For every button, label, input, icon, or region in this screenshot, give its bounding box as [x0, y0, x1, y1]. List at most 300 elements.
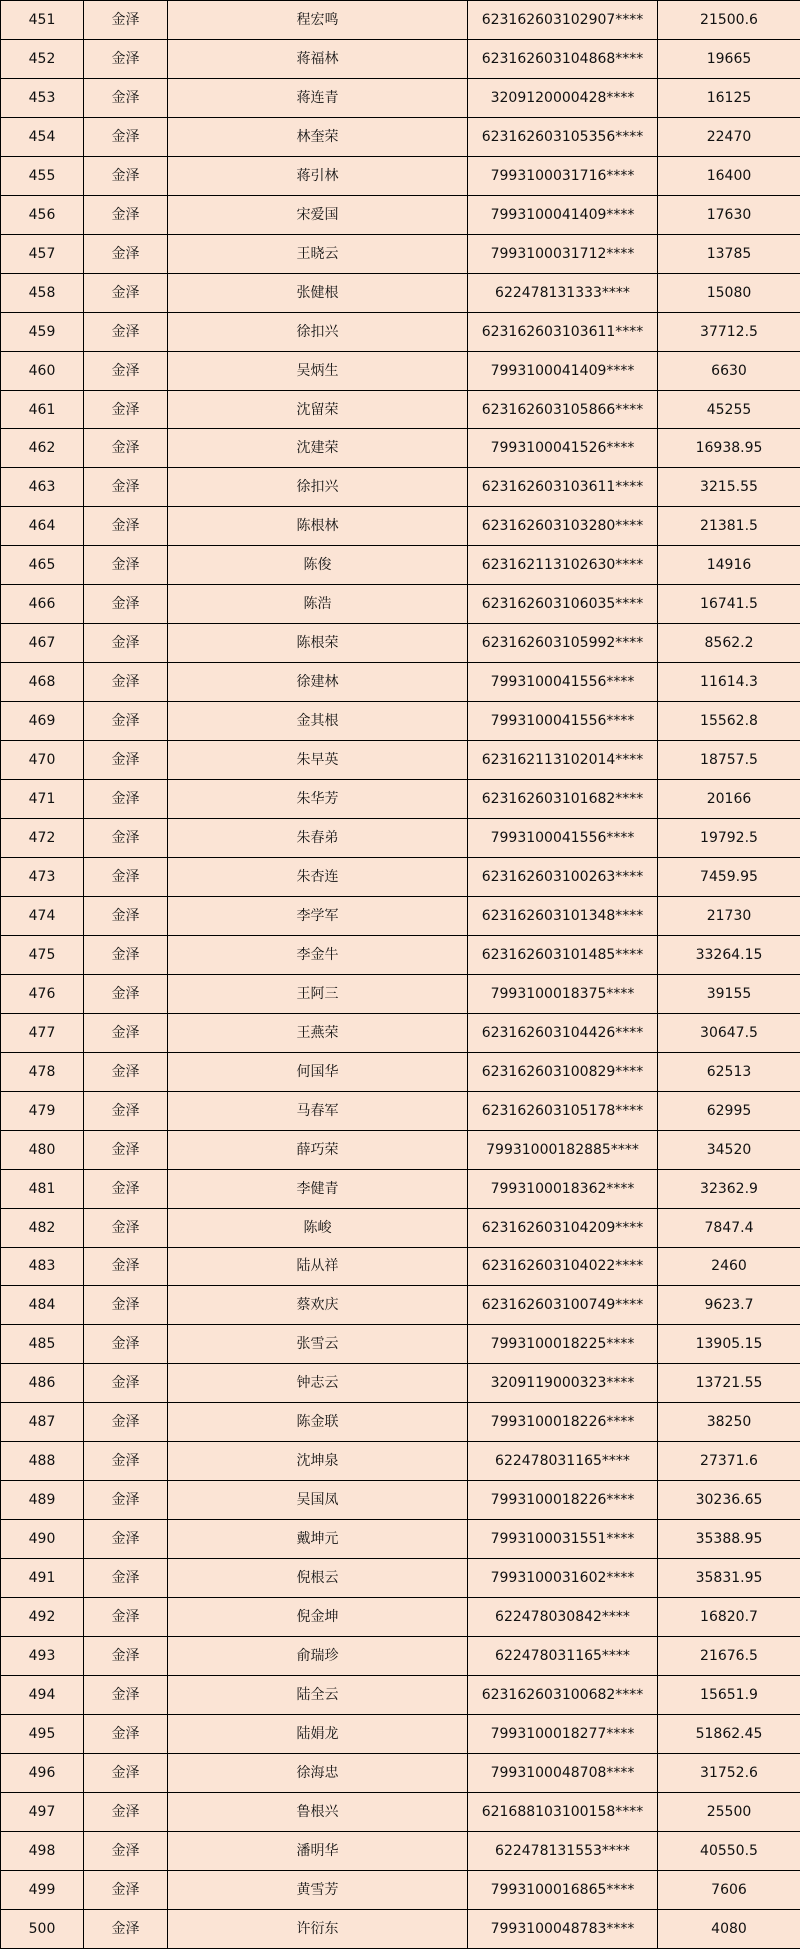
name-cell: 陈浩 — [168, 585, 468, 624]
town-cell: 金泽 — [84, 1559, 168, 1598]
row-number-cell: 500 — [1, 1909, 84, 1948]
row-number-cell: 488 — [1, 1442, 84, 1481]
name-cell: 王阿三 — [168, 974, 468, 1013]
row-number-cell: 472 — [1, 819, 84, 858]
amount-cell: 27371.6 — [658, 1442, 800, 1481]
account-number-cell: 623162603101485**** — [468, 935, 658, 974]
table-row — [1, 39, 800, 78]
amount-cell: 17630 — [658, 195, 800, 234]
account-number-cell: 622478131333**** — [468, 273, 658, 312]
amount-cell: 15080 — [658, 273, 800, 312]
table-row — [1, 390, 800, 429]
name-cell: 沈坤泉 — [168, 1442, 468, 1481]
row-number-cell: 495 — [1, 1714, 84, 1753]
amount-cell: 21676.5 — [658, 1637, 800, 1676]
name-cell: 王燕荣 — [168, 1013, 468, 1052]
amount-cell: 9623.7 — [658, 1286, 800, 1325]
town-cell: 金泽 — [84, 1130, 168, 1169]
table-row — [1, 1169, 800, 1208]
row-number-cell: 487 — [1, 1403, 84, 1442]
name-cell: 蒋福林 — [168, 39, 468, 78]
amount-cell: 8562.2 — [658, 624, 800, 663]
amount-cell: 16125 — [658, 78, 800, 117]
account-number-cell: 623162603103611**** — [468, 312, 658, 351]
name-cell: 戴坤元 — [168, 1520, 468, 1559]
table-row — [1, 351, 800, 390]
name-cell: 金其根 — [168, 702, 468, 741]
town-cell: 金泽 — [84, 1442, 168, 1481]
row-number-cell: 492 — [1, 1598, 84, 1637]
town-cell: 金泽 — [84, 585, 168, 624]
table-row — [1, 468, 800, 507]
name-cell: 沈建荣 — [168, 429, 468, 468]
name-cell: 薛巧荣 — [168, 1130, 468, 1169]
row-number-cell: 493 — [1, 1637, 84, 1676]
amount-cell: 19792.5 — [658, 819, 800, 858]
row-number-cell: 479 — [1, 1091, 84, 1130]
name-cell: 蒋连青 — [168, 78, 468, 117]
amount-cell: 18757.5 — [658, 741, 800, 780]
amount-cell: 30647.5 — [658, 1013, 800, 1052]
account-number-cell: 3209120000428**** — [468, 78, 658, 117]
amount-cell: 2460 — [658, 1247, 800, 1286]
name-cell: 潘明华 — [168, 1831, 468, 1870]
town-cell: 金泽 — [84, 702, 168, 741]
row-number-cell: 471 — [1, 780, 84, 819]
name-cell: 张健根 — [168, 273, 468, 312]
name-cell: 朱早英 — [168, 741, 468, 780]
account-number-cell: 3209119000323**** — [468, 1364, 658, 1403]
name-cell: 蔡欢庆 — [168, 1286, 468, 1325]
account-number-cell: 623162603104426**** — [468, 1013, 658, 1052]
table-row — [1, 1364, 800, 1403]
amount-cell: 51862.45 — [658, 1714, 800, 1753]
name-cell: 何国华 — [168, 1052, 468, 1091]
town-cell: 金泽 — [84, 663, 168, 702]
table-row — [1, 1559, 800, 1598]
town-cell: 金泽 — [84, 1, 168, 40]
row-number-cell: 477 — [1, 1013, 84, 1052]
row-number-cell: 489 — [1, 1481, 84, 1520]
row-number-cell: 490 — [1, 1520, 84, 1559]
row-number-cell: 480 — [1, 1130, 84, 1169]
amount-cell: 7847.4 — [658, 1208, 800, 1247]
town-cell: 金泽 — [84, 546, 168, 585]
amount-cell: 16820.7 — [658, 1598, 800, 1637]
account-number-cell: 623162603104209**** — [468, 1208, 658, 1247]
row-number-cell: 462 — [1, 429, 84, 468]
account-number-cell: 623162603102907**** — [468, 1, 658, 40]
account-number-cell: 623162603105992**** — [468, 624, 658, 663]
row-number-cell: 468 — [1, 663, 84, 702]
account-number-cell: 7993100031602**** — [468, 1559, 658, 1598]
town-cell: 金泽 — [84, 117, 168, 156]
row-number-cell: 474 — [1, 896, 84, 935]
town-cell: 金泽 — [84, 390, 168, 429]
table-row — [1, 741, 800, 780]
account-number-cell: 623162603100749**** — [468, 1286, 658, 1325]
town-cell: 金泽 — [84, 273, 168, 312]
account-number-cell: 7993100018226**** — [468, 1403, 658, 1442]
table-row — [1, 1403, 800, 1442]
town-cell: 金泽 — [84, 1520, 168, 1559]
town-cell: 金泽 — [84, 429, 168, 468]
amount-cell: 25500 — [658, 1792, 800, 1831]
table-row — [1, 1870, 800, 1909]
row-number-cell: 465 — [1, 546, 84, 585]
table-row — [1, 1675, 800, 1714]
name-cell: 林奎荣 — [168, 117, 468, 156]
account-number-cell: 7993100041556**** — [468, 702, 658, 741]
account-number-cell: 623162603103280**** — [468, 507, 658, 546]
town-cell: 金泽 — [84, 1208, 168, 1247]
town-cell: 金泽 — [84, 1598, 168, 1637]
amount-cell: 30236.65 — [658, 1481, 800, 1520]
town-cell: 金泽 — [84, 935, 168, 974]
row-number-cell: 476 — [1, 974, 84, 1013]
table-row — [1, 1052, 800, 1091]
amount-cell: 20166 — [658, 780, 800, 819]
account-number-cell: 7993100041526**** — [468, 429, 658, 468]
name-cell: 陈根荣 — [168, 624, 468, 663]
name-cell: 马春军 — [168, 1091, 468, 1130]
row-number-cell: 464 — [1, 507, 84, 546]
town-cell: 金泽 — [84, 39, 168, 78]
row-number-cell: 455 — [1, 156, 84, 195]
account-number-cell: 623162603101682**** — [468, 780, 658, 819]
row-number-cell: 467 — [1, 624, 84, 663]
town-cell: 金泽 — [84, 195, 168, 234]
row-number-cell: 453 — [1, 78, 84, 117]
row-number-cell: 454 — [1, 117, 84, 156]
town-cell: 金泽 — [84, 896, 168, 935]
account-number-cell: 7993100018277**** — [468, 1714, 658, 1753]
row-number-cell: 460 — [1, 351, 84, 390]
table-row — [1, 1831, 800, 1870]
town-cell: 金泽 — [84, 1286, 168, 1325]
account-number-cell: 7993100048708**** — [468, 1753, 658, 1792]
table-row — [1, 780, 800, 819]
town-cell: 金泽 — [84, 1169, 168, 1208]
name-cell: 朱华芳 — [168, 780, 468, 819]
row-number-cell: 478 — [1, 1052, 84, 1091]
account-number-cell: 623162603104022**** — [468, 1247, 658, 1286]
account-number-cell: 7993100018225**** — [468, 1325, 658, 1364]
table-row — [1, 1091, 800, 1130]
table-row — [1, 1792, 800, 1831]
table-row — [1, 1520, 800, 1559]
table-row — [1, 1714, 800, 1753]
table-row — [1, 1286, 800, 1325]
amount-cell: 14916 — [658, 546, 800, 585]
town-cell: 金泽 — [84, 857, 168, 896]
row-number-cell: 481 — [1, 1169, 84, 1208]
table-row — [1, 1325, 800, 1364]
account-number-cell: 7993100041409**** — [468, 195, 658, 234]
name-cell: 倪根云 — [168, 1559, 468, 1598]
amount-cell: 31752.6 — [658, 1753, 800, 1792]
town-cell: 金泽 — [84, 780, 168, 819]
town-cell: 金泽 — [84, 974, 168, 1013]
table-row — [1, 819, 800, 858]
row-number-cell: 496 — [1, 1753, 84, 1792]
amount-cell: 16400 — [658, 156, 800, 195]
table-row — [1, 1013, 800, 1052]
town-cell: 金泽 — [84, 1831, 168, 1870]
table-row — [1, 195, 800, 234]
amount-cell: 35388.95 — [658, 1520, 800, 1559]
row-number-cell: 469 — [1, 702, 84, 741]
name-cell: 李金牛 — [168, 935, 468, 974]
table-row — [1, 974, 800, 1013]
amount-cell: 13785 — [658, 234, 800, 273]
amount-cell: 32362.9 — [658, 1169, 800, 1208]
account-number-cell: 79931000182885**** — [468, 1130, 658, 1169]
amount-cell: 7459.95 — [658, 857, 800, 896]
name-cell: 鲁根兴 — [168, 1792, 468, 1831]
amount-cell: 6630 — [658, 351, 800, 390]
table-row — [1, 234, 800, 273]
amount-cell: 34520 — [658, 1130, 800, 1169]
name-cell: 朱春弟 — [168, 819, 468, 858]
name-cell: 张雪云 — [168, 1325, 468, 1364]
account-number-cell: 623162603101348**** — [468, 896, 658, 935]
name-cell: 陆全云 — [168, 1675, 468, 1714]
name-cell: 李学军 — [168, 896, 468, 935]
table-row — [1, 896, 800, 935]
name-cell: 徐扣兴 — [168, 312, 468, 351]
row-number-cell: 475 — [1, 935, 84, 974]
row-number-cell: 498 — [1, 1831, 84, 1870]
table-row — [1, 1909, 800, 1948]
amount-cell: 4080 — [658, 1909, 800, 1948]
name-cell: 陈峻 — [168, 1208, 468, 1247]
town-cell: 金泽 — [84, 78, 168, 117]
town-cell: 金泽 — [84, 1325, 168, 1364]
name-cell: 钟志云 — [168, 1364, 468, 1403]
name-cell: 陈金联 — [168, 1403, 468, 1442]
town-cell: 金泽 — [84, 741, 168, 780]
amount-cell: 21381.5 — [658, 507, 800, 546]
row-number-cell: 452 — [1, 39, 84, 78]
town-cell: 金泽 — [84, 1870, 168, 1909]
account-number-cell: 622478030842**** — [468, 1598, 658, 1637]
row-number-cell: 456 — [1, 195, 84, 234]
table-row — [1, 857, 800, 896]
table-row — [1, 507, 800, 546]
amount-cell: 37712.5 — [658, 312, 800, 351]
amount-cell: 45255 — [658, 390, 800, 429]
town-cell: 金泽 — [84, 1364, 168, 1403]
table-row — [1, 663, 800, 702]
account-number-cell: 7993100041556**** — [468, 819, 658, 858]
table-row — [1, 1598, 800, 1637]
account-number-cell: 623162113102014**** — [468, 741, 658, 780]
table-row — [1, 1130, 800, 1169]
name-cell: 李健青 — [168, 1169, 468, 1208]
table-row — [1, 1442, 800, 1481]
name-cell: 徐扣兴 — [168, 468, 468, 507]
amount-cell: 13721.55 — [658, 1364, 800, 1403]
account-number-cell: 7993100016865**** — [468, 1870, 658, 1909]
amount-cell: 22470 — [658, 117, 800, 156]
table-row — [1, 1637, 800, 1676]
amount-cell: 13905.15 — [658, 1325, 800, 1364]
row-number-cell: 461 — [1, 390, 84, 429]
account-number-cell: 623162603100682**** — [468, 1675, 658, 1714]
name-cell: 吴国凤 — [168, 1481, 468, 1520]
name-cell: 徐海忠 — [168, 1753, 468, 1792]
amount-cell: 15562.8 — [658, 702, 800, 741]
name-cell: 吴炳生 — [168, 351, 468, 390]
table-row — [1, 935, 800, 974]
town-cell: 金泽 — [84, 1403, 168, 1442]
row-number-cell: 486 — [1, 1364, 84, 1403]
amount-cell: 19665 — [658, 39, 800, 78]
row-number-cell: 482 — [1, 1208, 84, 1247]
table-row — [1, 1753, 800, 1792]
town-cell: 金泽 — [84, 1753, 168, 1792]
row-number-cell: 473 — [1, 857, 84, 896]
table-row — [1, 273, 800, 312]
town-cell: 金泽 — [84, 1792, 168, 1831]
amount-cell: 33264.15 — [658, 935, 800, 974]
row-number-cell: 494 — [1, 1675, 84, 1714]
table-row — [1, 702, 800, 741]
name-cell: 朱杏连 — [168, 857, 468, 896]
account-number-cell: 621688103100158**** — [468, 1792, 658, 1831]
table-row — [1, 312, 800, 351]
table-row — [1, 1247, 800, 1286]
amount-cell: 11614.3 — [658, 663, 800, 702]
name-cell: 倪金坤 — [168, 1598, 468, 1637]
town-cell: 金泽 — [84, 312, 168, 351]
account-number-cell: 622478031165**** — [468, 1442, 658, 1481]
town-cell: 金泽 — [84, 156, 168, 195]
row-number-cell: 463 — [1, 468, 84, 507]
amount-cell: 39155 — [658, 974, 800, 1013]
row-number-cell: 459 — [1, 312, 84, 351]
name-cell: 程宏鸣 — [168, 1, 468, 40]
account-number-cell: 7993100018362**** — [468, 1169, 658, 1208]
name-cell: 徐建林 — [168, 663, 468, 702]
town-cell: 金泽 — [84, 1909, 168, 1948]
table-row — [1, 546, 800, 585]
town-cell: 金泽 — [84, 1247, 168, 1286]
table-row — [1, 585, 800, 624]
account-number-cell: 623162603106035**** — [468, 585, 658, 624]
account-number-cell: 623162603105356**** — [468, 117, 658, 156]
amount-cell: 16938.95 — [658, 429, 800, 468]
town-cell: 金泽 — [84, 1675, 168, 1714]
row-number-cell: 491 — [1, 1559, 84, 1598]
account-number-cell: 623162603104868**** — [468, 39, 658, 78]
amount-cell: 3215.55 — [658, 468, 800, 507]
row-number-cell: 451 — [1, 1, 84, 40]
name-cell: 沈留荣 — [168, 390, 468, 429]
amount-cell: 7606 — [658, 1870, 800, 1909]
account-number-cell: 7993100018226**** — [468, 1481, 658, 1520]
account-number-cell: 623162603100263**** — [468, 857, 658, 896]
town-cell: 金泽 — [84, 1052, 168, 1091]
name-cell: 蒋引林 — [168, 156, 468, 195]
town-cell: 金泽 — [84, 819, 168, 858]
amount-cell: 62513 — [658, 1052, 800, 1091]
account-number-cell: 7993100041556**** — [468, 663, 658, 702]
account-number-cell: 7993100031716**** — [468, 156, 658, 195]
row-number-cell: 470 — [1, 741, 84, 780]
account-number-cell: 622478031165**** — [468, 1637, 658, 1676]
town-cell: 金泽 — [84, 234, 168, 273]
row-number-cell: 458 — [1, 273, 84, 312]
row-number-cell: 484 — [1, 1286, 84, 1325]
amount-cell: 38250 — [658, 1403, 800, 1442]
row-number-cell: 497 — [1, 1792, 84, 1831]
account-number-cell: 7993100041409**** — [468, 351, 658, 390]
row-number-cell: 483 — [1, 1247, 84, 1286]
table-row — [1, 78, 800, 117]
row-number-cell: 499 — [1, 1870, 84, 1909]
table-row — [1, 1, 800, 40]
name-cell: 俞瑞珍 — [168, 1637, 468, 1676]
row-number-cell: 485 — [1, 1325, 84, 1364]
account-number-cell: 623162603103611**** — [468, 468, 658, 507]
amount-cell: 21500.6 — [658, 1, 800, 40]
account-number-cell: 622478131553**** — [468, 1831, 658, 1870]
town-cell: 金泽 — [84, 1481, 168, 1520]
town-cell: 金泽 — [84, 1091, 168, 1130]
account-number-cell: 623162113102630**** — [468, 546, 658, 585]
row-number-cell: 466 — [1, 585, 84, 624]
town-cell: 金泽 — [84, 1637, 168, 1676]
table-row — [1, 624, 800, 663]
account-number-cell: 623162603105866**** — [468, 390, 658, 429]
name-cell: 许衍东 — [168, 1909, 468, 1948]
table-row — [1, 117, 800, 156]
account-number-cell: 7993100031551**** — [468, 1520, 658, 1559]
row-number-cell: 457 — [1, 234, 84, 273]
amount-cell: 62995 — [658, 1091, 800, 1130]
account-number-cell: 7993100018375**** — [468, 974, 658, 1013]
town-cell: 金泽 — [84, 1013, 168, 1052]
table-row — [1, 1481, 800, 1520]
amount-cell: 15651.9 — [658, 1675, 800, 1714]
table-body — [1, 1, 800, 1949]
town-cell: 金泽 — [84, 624, 168, 663]
table-row — [1, 1208, 800, 1247]
town-cell: 金泽 — [84, 468, 168, 507]
town-cell: 金泽 — [84, 351, 168, 390]
account-number-cell: 623162603105178**** — [468, 1091, 658, 1130]
name-cell: 陆从祥 — [168, 1247, 468, 1286]
name-cell: 王晓云 — [168, 234, 468, 273]
amount-cell: 16741.5 — [658, 585, 800, 624]
amount-cell: 21730 — [658, 896, 800, 935]
account-number-cell: 7993100031712**** — [468, 234, 658, 273]
amount-cell: 35831.95 — [658, 1559, 800, 1598]
name-cell: 陈根林 — [168, 507, 468, 546]
name-cell: 宋爱国 — [168, 195, 468, 234]
town-cell: 金泽 — [84, 507, 168, 546]
name-cell: 黄雪芳 — [168, 1870, 468, 1909]
account-number-cell: 7993100048783**** — [468, 1909, 658, 1948]
name-cell: 陈俊 — [168, 546, 468, 585]
town-cell: 金泽 — [84, 1714, 168, 1753]
amount-cell: 40550.5 — [658, 1831, 800, 1870]
name-cell: 陆娟龙 — [168, 1714, 468, 1753]
account-number-cell: 623162603100829**** — [468, 1052, 658, 1091]
table-row — [1, 429, 800, 468]
